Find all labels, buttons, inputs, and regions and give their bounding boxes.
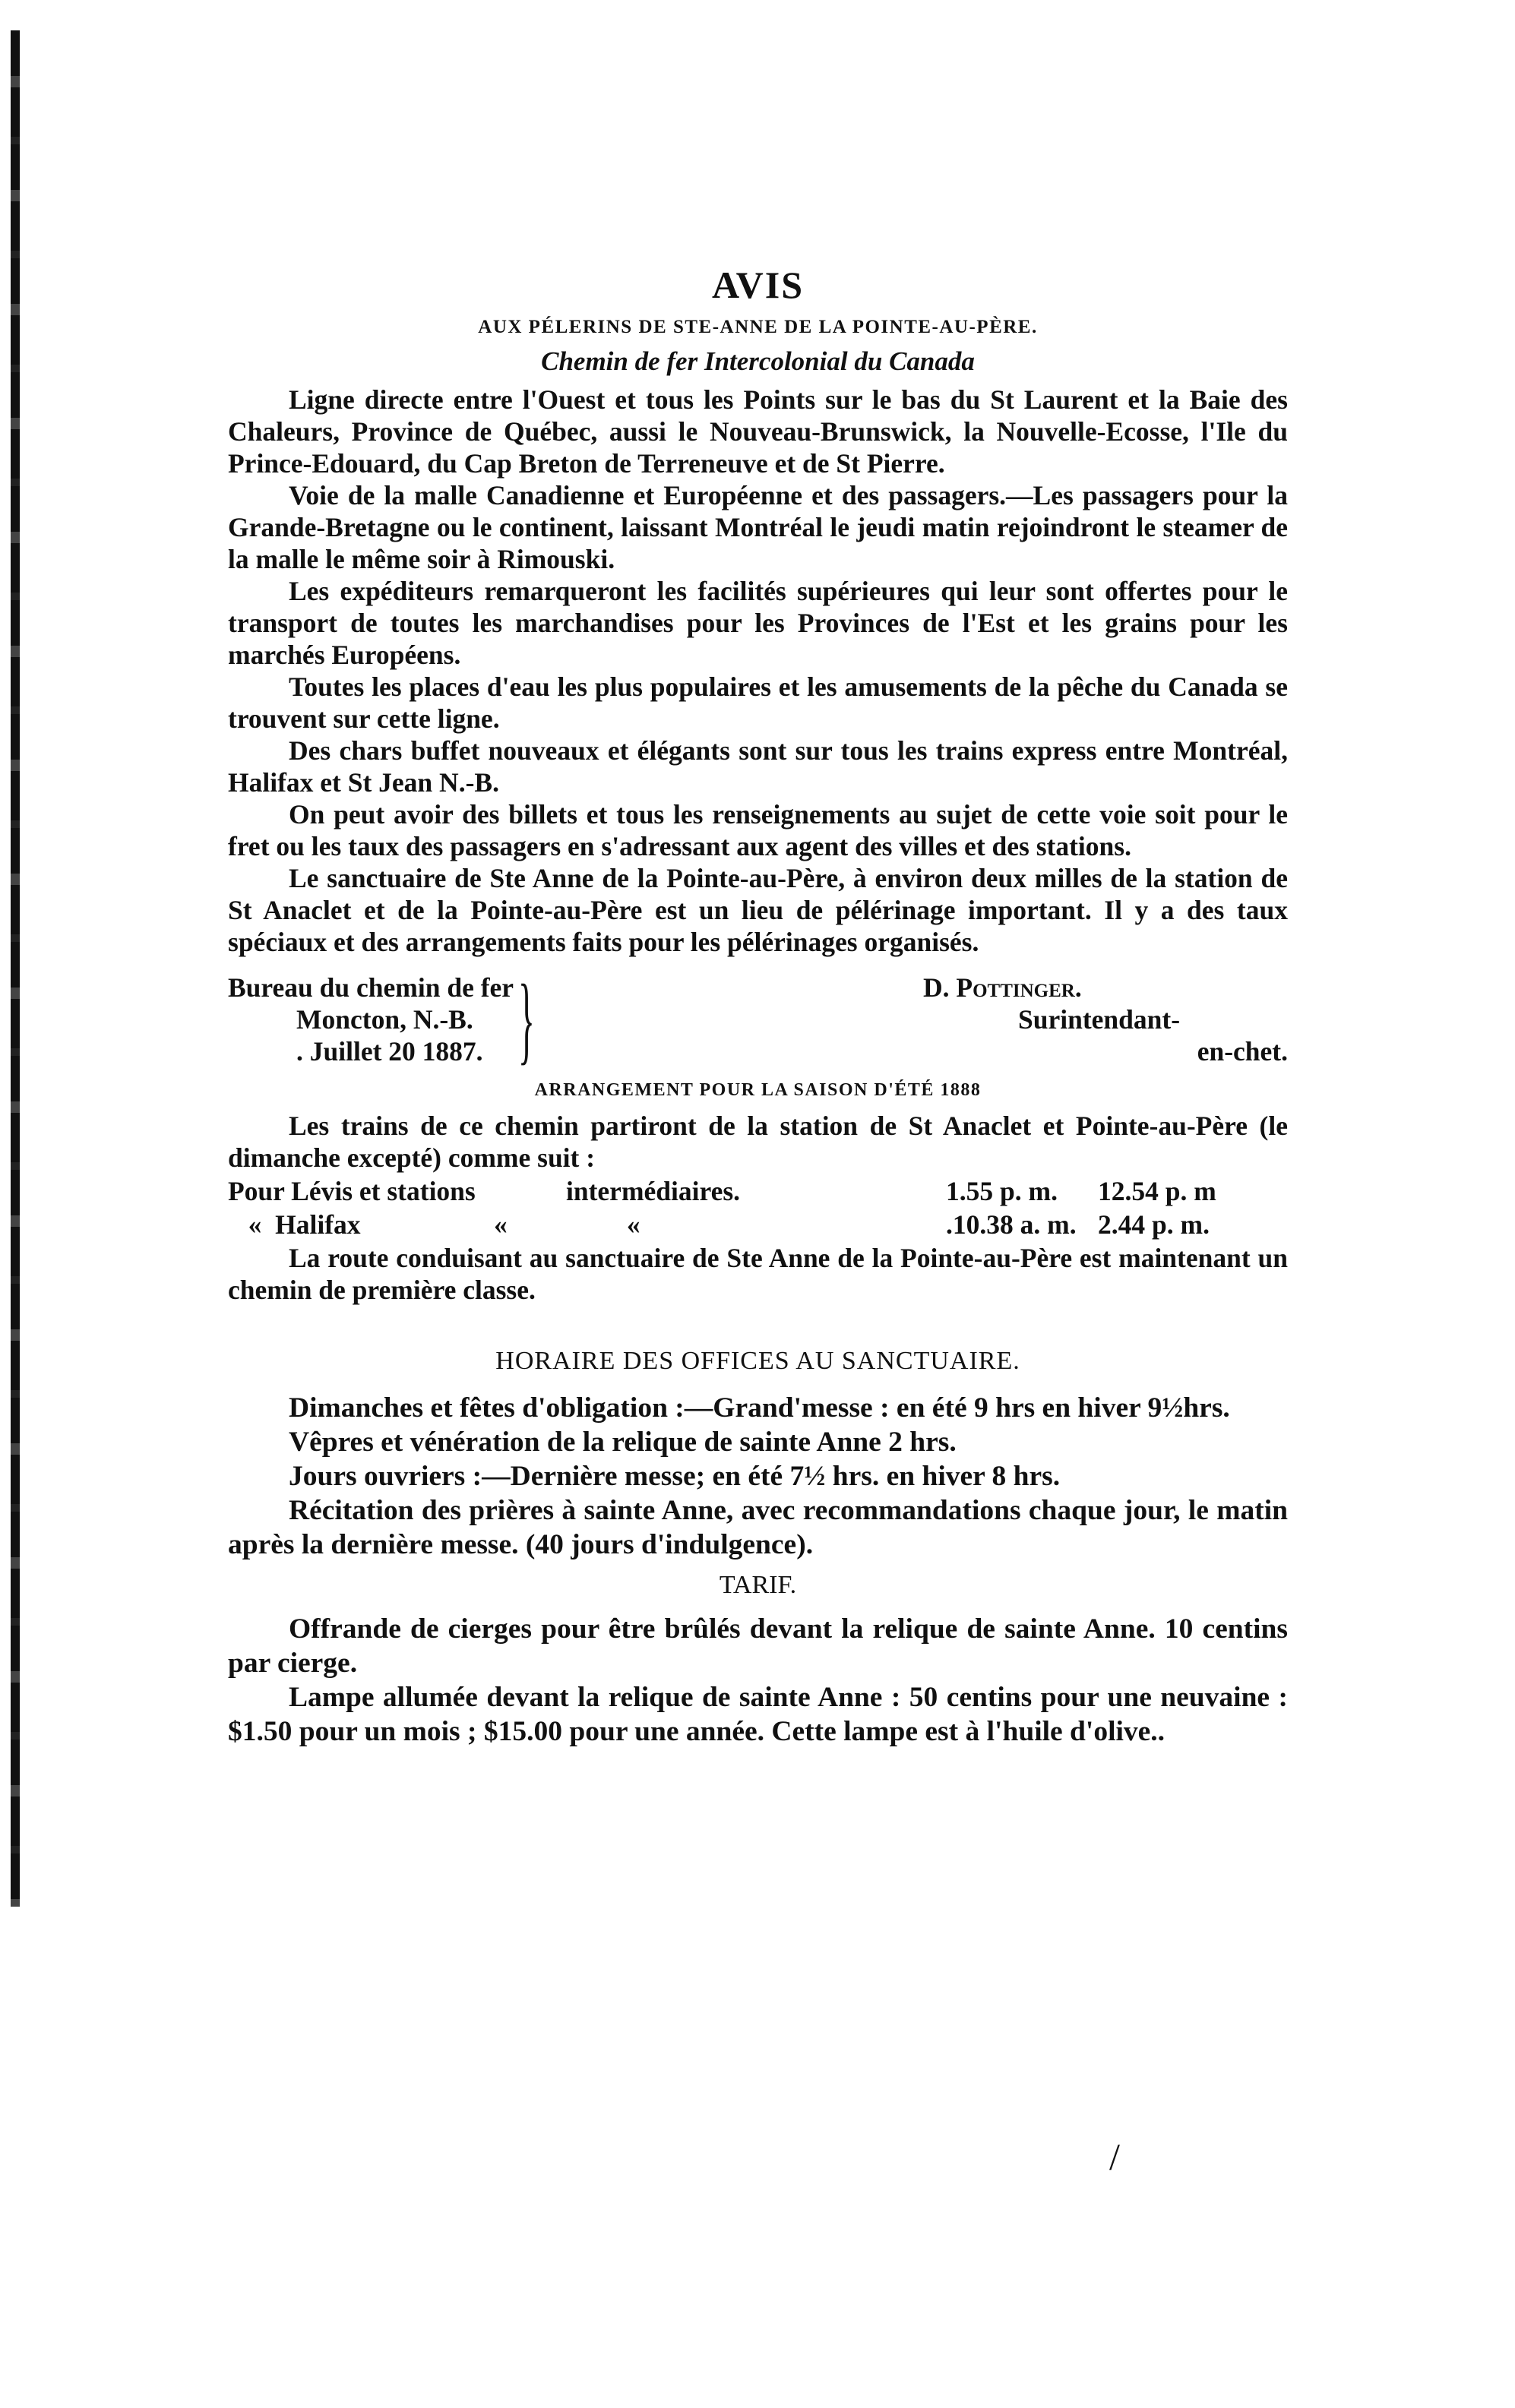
paragraph: Ligne directe entre l'Ouest et tous les Points sur le bas du St Laurent et la Baie des Chaleurs, Province de Québec, aussi le Nouveau-Brunswick, la Nouvelle-Ecosse, l'Ile du Prince-Edouard, du Cap Breton de Terreneuve et de St Pierre. — [228, 384, 1288, 479]
trains-intro: Les trains de ce chemin partiront de la station de St Anaclet et Pointe-au-Père (le dimanche excepté) comme suit : — [228, 1111, 1288, 1173]
tarif-line: Lampe allumée devant la relique de sainte Anne : 50 centins pour une neuvaine : $1.50 pour un mois ; $15.00 pour une année. Cette lampe est à l'huile d'olive.. — [228, 1682, 1288, 1747]
paragraph: Des chars buffet nouveaux et élégants sont sur tous les trains express entre Montréal, Halifax et St Jean N.-B. — [228, 735, 1288, 798]
office-line: Bureau du chemin de fer — [228, 972, 514, 1003]
signature-block — [228, 965, 1288, 1074]
horaire-line: Dimanches et fêtes d'obligation :—Grand'messe : en été 9 hrs en hiver 9½hrs. — [289, 1392, 1230, 1424]
horaire-line: Récitation des prières à sainte Anne, avec recommandations chaque jour, le matin après la dernière messe. (40 jours d'indulgence). — [228, 1495, 1288, 1560]
page-binding-edge — [11, 30, 20, 1907]
timetable-cell: 1.55 p. m. — [946, 1176, 1058, 1206]
timetable-row — [228, 1209, 1288, 1240]
timetable-cell: .10.38 a. m. — [946, 1209, 1077, 1240]
timetable-cell: intermédiaires. — [566, 1176, 741, 1206]
timetable-cell — [494, 1175, 566, 1207]
office-address — [228, 965, 565, 1074]
signatory-name: D. Pottinger. — [923, 972, 1082, 1003]
paragraph: On peut avoir des billets et tous les renseignements au sujet de cette voie soit pour le fret ou les taux des passagers en s'adressant aux agent des villes et des stations. — [228, 799, 1288, 861]
timetable-row — [228, 1175, 1288, 1207]
notice-title: AVIS — [711, 264, 805, 306]
timetable-cell: « Halifax — [228, 1209, 361, 1240]
signatory-role: en-chet. — [1197, 1036, 1288, 1067]
tarif-line: Offrande de cierges pour être brûlés devant la relique de sainte Anne. 10 centins par cierge. — [228, 1613, 1288, 1679]
horaire-line: Vêpres et vénération de la relique de sainte Anne 2 hrs. — [289, 1427, 957, 1458]
timetable-cell: Pour Lévis et stations — [228, 1176, 476, 1206]
railway-name: Chemin de fer Intercolonial du Canada — [541, 346, 975, 376]
paragraph: Voie de la malle Canadienne et Européenne et des passagers.—Les passagers pour la Grande-Bretagne ou le continent, laissant Montréal le jeudi matin rejoindront le steamer de la malle le même soir à Rimouski. — [228, 480, 1288, 574]
horaire-line: Jours ouvriers :—Dernière messe; en été 7½ hrs. en hiver 8 hrs. — [289, 1461, 1061, 1492]
brace-icon: } — [518, 965, 535, 1074]
timetable-cell: « — [566, 1209, 640, 1240]
office-line: . Juillet 20 1887. — [296, 1036, 483, 1067]
tarif-heading: TARIF. — [719, 1571, 797, 1599]
arrangement-heading: ARRANGEMENT POUR LA SAISON D'ÉTÉ 1888 — [534, 1080, 982, 1100]
timetable-cell: 12.54 p. m — [1098, 1176, 1216, 1206]
horaire-heading: HORAIRE DES OFFICES AU SANCTUAIRE. — [495, 1347, 1020, 1375]
paragraph: Les expéditeurs remarqueront les facilités supérieures qui leur sont offertes pour le transport de toutes les marchandises pour les Provinces de l'Est et les grains pour les marchés Européens. — [228, 576, 1288, 670]
paragraph: Le sanctuaire de Ste Anne de la Pointe-au-Père, à environ deux milles de la station de St Anaclet et de la Pointe-au-Père est un lieu de pélérinage important. Il y a des taux spéciaux et des arrangements faits pour les pélérinages organisés. — [228, 863, 1288, 957]
paragraph: Toutes les places d'eau les plus populaires et les amusements de la pêche du Canada se trouvent sur cette ligne. — [228, 672, 1288, 734]
pen-mark-icon: / — [1109, 2135, 1120, 2178]
document-page — [228, 262, 1288, 1749]
signatory — [923, 972, 1288, 1067]
notice-subtitle: AUX PÉLERINS DE STE-ANNE DE LA POINTE-AU-PÈRE. — [478, 317, 1038, 337]
signatory-role: Surintendant- — [1018, 1004, 1181, 1035]
timetable-cell: « — [494, 1209, 508, 1240]
route-note: La route conduisant au sanctuaire de Ste Anne de la Pointe-au-Père est maintenant un chemin de première classe. — [228, 1243, 1288, 1305]
office-line: Moncton, N.-B. — [296, 1004, 473, 1035]
timetable-cell: 2.44 p. m. — [1098, 1209, 1210, 1240]
